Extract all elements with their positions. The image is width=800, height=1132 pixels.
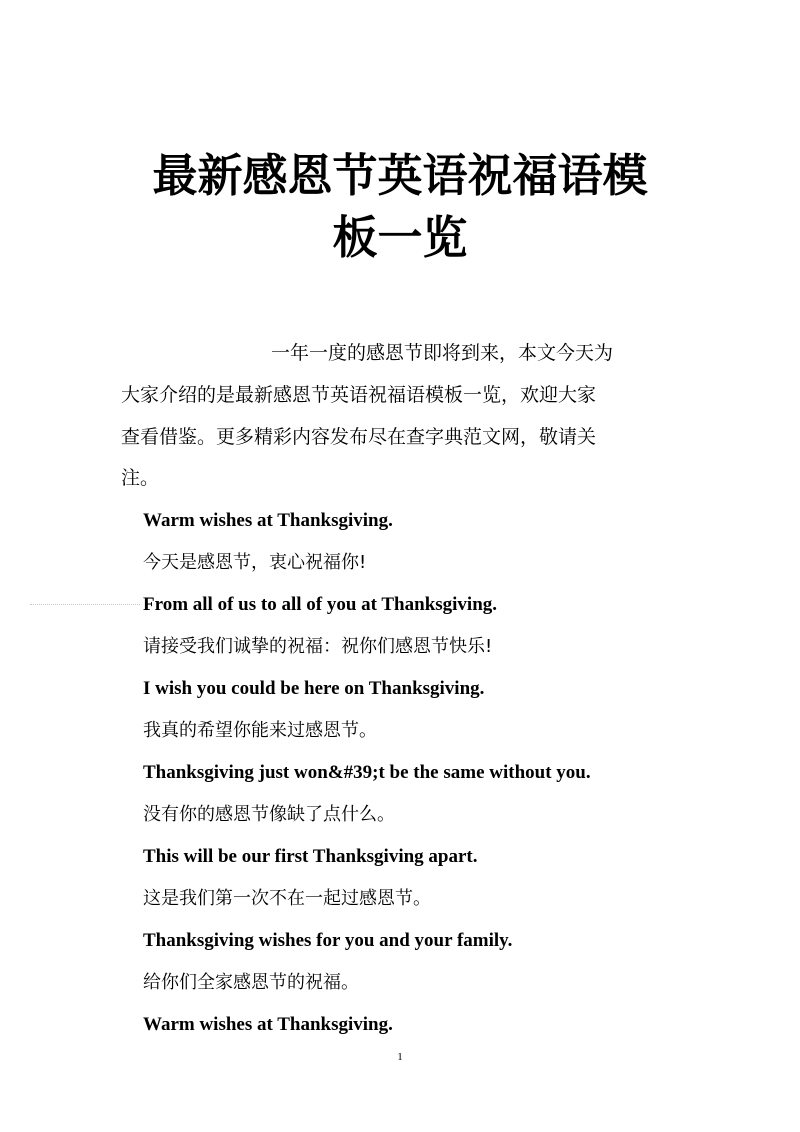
english-wish-6: Thanksgiving wishes for you and your family. bbox=[143, 930, 513, 951]
intro-line-1: 一年一度的感恩节即将到来，本文今天为 bbox=[271, 342, 614, 364]
page-number: 1 bbox=[397, 1051, 403, 1063]
intro-line-2: 大家介绍的是最新感恩节英语祝福语模板一览，欢迎大家 bbox=[121, 384, 597, 406]
english-wish-2: From all of us to all of you at Thanksgiving. bbox=[143, 594, 498, 615]
english-wish-3: I wish you could be here on Thanksgiving. bbox=[143, 678, 485, 699]
chinese-wish-2: 请接受我们诚挚的祝福：祝你们感恩节快乐! bbox=[143, 636, 493, 657]
english-wish-1: Warm wishes at Thanksgiving. bbox=[143, 510, 393, 531]
intro-line-4: 注。 bbox=[121, 467, 160, 489]
document-title-line-2: 板一览 bbox=[332, 211, 468, 264]
english-wish-5: This will be our first Thanksgiving apart. bbox=[143, 846, 478, 867]
chinese-wish-1: 今天是感恩节，衷心祝福你! bbox=[143, 552, 367, 573]
chinese-wish-3: 我真的希望你能来过感恩节。 bbox=[143, 720, 377, 741]
intro-line-3: 查看借鉴。更多精彩内容发布尽在查字典范文网，敬请关 bbox=[121, 426, 597, 448]
english-wish-7: Warm wishes at Thanksgiving. bbox=[143, 1014, 393, 1035]
english-wish-4: Thanksgiving just won&#39;t be the same without you. bbox=[143, 762, 591, 783]
document-title-line-1: 最新感恩节英语祝福语模 bbox=[152, 149, 648, 202]
chinese-wish-5: 这是我们第一次不在一起过感恩节。 bbox=[143, 888, 431, 909]
chinese-wish-4: 没有你的感恩节像缺了点什么。 bbox=[143, 804, 395, 825]
chinese-wish-6: 给你们全家感恩节的祝福。 bbox=[143, 972, 359, 993]
dotted-rule bbox=[30, 604, 140, 605]
